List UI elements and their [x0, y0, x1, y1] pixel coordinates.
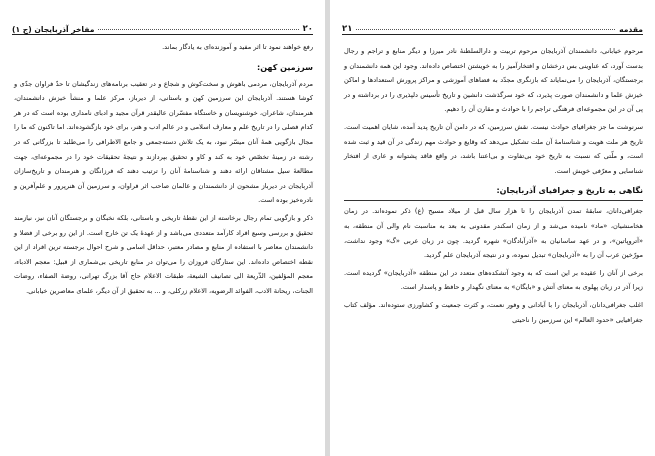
left-page-header	[12, 18, 313, 35]
left-page-number: ۲۰	[302, 24, 313, 34]
right-page-number: ۲۱	[342, 24, 353, 34]
left-paragraph-2: مردم آذربایجان، مردمی باهوش و سخت‌کوش و شجاع و در تعقیب برنامه‌های زندگیشان تا حدّ فراوان جدّی و کوشا هستند. آذربایجان این سرزمین کهن و باستانی، از دیرباز، مرکز علما و منشأ خیزش دانشمندان، هنرمندان، شاعران، خوشنویسان و خاستگاه مفسّران عالیقدر قرآن مجید و ادبای نامداری بوده است که در هر کدام فصلی را در تاریخ علم و معارف اسلامی و در عالم ادب و هنر، برای خود بازگشوده‌اند. اما تاکنون که ما را مجال بازگویی همهٔ آنان میسّر نبود، به یک تلاش دسته‌جمعی و جامع الاطرافی را می‌طلبد تا بزرگانی که در رشته در زمینهٔ تخصّص خود به کند و کاو و تحقیق بپردازند و نتیجهٔ تحقیقات خود را در مجموعه‌ای، جهت مطالعهٔ سیل مشتاقان ارائه دهند و شناسنامهٔ آنان را ترتیب دهند که فرزانگان و هنرمندان و تاریخ‌سازان آذربایجان در دیرباز مشحون از دانشمندان و عالمان صاحب اثر فراوان، و سرزمین آن هنرپرور و علم‌آفرین و نادره‌خیز بوده است.	[13, 79, 313, 205]
right-page-text	[344, 44, 643, 330]
right-section-paragraph-1: جغرافی‌دانان، سابقهٔ تمدن آذربایجان را تا هزار سال قبل از میلاد مسیح (ع) ذکر نموده‌اند. در زمان هخامنشیان، «ماد» نامیده می‌شد و از زمان اسکندر مقدونی به بعد به مناسبت نام والی آن منطقه، به «آتروپاتین»، و در عهد ساسانیان به «آذرآبادگان» شهره گردید. چون در زبان عربی «گ» وجود نداشت، مورّخین عرب آن را به «آذربایجان» تبدیل نموده، و در نتیجه آذربایجان علم گردید.	[344, 207, 643, 260]
left-page-text	[14, 40, 313, 302]
right-header-dotted-leader	[356, 29, 615, 30]
left-header-dotted-leader	[98, 29, 298, 30]
right-section-paragraph-3: اغلب جغرافی‌دانان، آذربایجان را با آبادانی و وفور نعمت، و کثرت جمعیت و کشاورزی ستوده‌اند. مؤلف کتاب جغرافیایی «حدود العالم» این سرزمین را ناحیتی	[344, 300, 643, 324]
left-paragraph-3: ذکر و بازگویی تمام رجال برخاسته از این نقطهٔ تاریخی و باستانی، بلکه نخبگان و برجستگان آنان نیز، نیازمند تحقیق و بررسی وسیع افراد کارآمد متعددی می‌باشد و از عهدهٔ یک تن خارج است. از این رو برخی از فضلا و دانشمندان معاصر با استفاده از منابع و مصادر معتبر، حداقل اسامی و شرح احوال برجسته ترین افراد از این نقطه اختصاص داده‌اند. این ستارگان فروزان را می‌توان در منابع تاریخی بی‌شماری از قبیل: معجم الادباء، معجم المؤلفین، الذّریعة الی تصانیف الشیعة، طبقات الاعلام حاج آقا بزرگ تهرانی، روضة الصفاء، روضات الجنات، ریحانة الادب، الفوائد الرضویه، الاعلام زرکلی، و ... به تحقیق از آن دیگر، علمای معاصرین خیابانی.	[14, 213, 313, 295]
right-page-header	[342, 18, 643, 35]
right-page	[330, 0, 655, 456]
left-page	[0, 0, 325, 456]
left-section-heading: سرزمین کهن:	[257, 62, 313, 72]
left-running-title: مفاخر آذربایجان (ج ۱)	[12, 25, 95, 34]
left-paragraph-1: رفع خواهند نمود تا اثر مفید و آموزنده‌ای به یادگار بماند.	[162, 43, 313, 51]
right-paragraph-2: سرنوشت ما جز جغرافیای حوادث نیست. نقش سرزمین، که در دامن آن تاریخ پدید آمده، شایان اهمیت است. تاریخ هر ملت هویت و شناسنامهٔ آن ملت تشکیل می‌دهد که وقایع و حوادث مهم زندگی در آن قید و ثبت شده است، و ملّتی که نسبت به تاریخ خود بی‌تفاوت و بی‌اعتنا باشد، در واقع فاقد پشتوانه و عاری از افتخار شناسایی و معرّفی خویش است.	[344, 122, 643, 175]
right-section-heading: نگاهی به تاریخ و جغرافیای آذربایجان:	[496, 186, 643, 196]
right-paragraph-1: مرحوم خیابانی، دانشمندان آذربایجان مرحوم تربیت و دارالسلطنهٔ نادر میرزا و دیگر منابع و تراجم و رجال بدست آورد، که عناوینی بس درخشان و افتخارآمیز را به خویشتن اختصاص داده‌اند. وجود این همه دانشمندان و برجستگان، آذربایجان را می‌نمایاند که بازنگری مجدّد به فضاهای آموزشی و مراکز پرورش استعدادها و اماکن خیزش علما و دانشمندان صورت پذیرد، که خود سرگذشت دانشین و تاریخ تأسیس دلپذیری را در برداشته و در پی آن در این مجموعه‌ای فرهنگی تراجم را با حوادث و مقارن آن را دهیم.	[344, 47, 643, 114]
right-section-paragraph-2: برخی از آنان را عقیده بر این است که به وجود آتشکده‌های متعدد در این منطقه «آذربایجان» گردیده است. زیرا آذر در زبان پهلوی به معنای آتش و «بایگان» به معنای نگهدار و حافظ و پاسدار است.	[344, 268, 643, 292]
right-running-title: مقدمه	[619, 25, 643, 34]
section-heading-rule	[344, 200, 643, 201]
